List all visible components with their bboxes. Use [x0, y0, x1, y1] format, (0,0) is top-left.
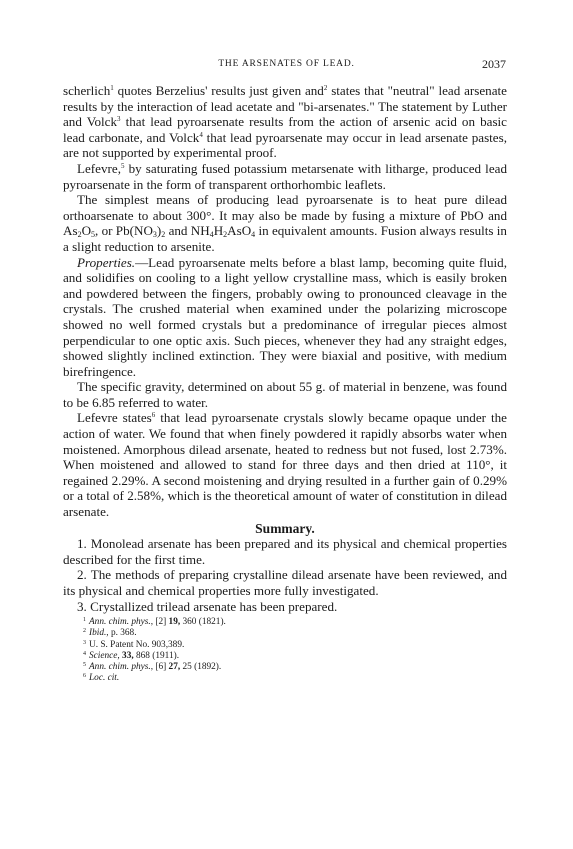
paragraph-3 [63, 192, 507, 254]
summary-item: 3. Crystallized trilead arsenate has been prepared. [77, 598, 338, 614]
subscript: 3 [152, 230, 157, 240]
subscript: 2 [223, 230, 228, 240]
text-run: that lead pyroarsenate results from the action of arsenic acid on basic lead carbonate, and Volck [63, 114, 507, 145]
footnote-italic: Ibid., [89, 628, 109, 639]
footnote-italic: Science, [89, 650, 120, 661]
text-run: ) [156, 223, 162, 239]
footnote-text: p. 368. [108, 628, 137, 639]
footnote-mark: 5 [83, 662, 86, 668]
text-run: The simplest means of producing lead pyroarsenate is to heat pure dilead orthoarsenate to about 300°. It may also be made by fusing a mixture of PbO and As [63, 192, 507, 239]
footnote-ref: 6 [151, 411, 156, 420]
footnote-italic: Ann. chim. phys., [89, 662, 154, 672]
running-title: THE ARSENATES OF LEAD. [218, 59, 355, 69]
footnote-ref: 2 [323, 84, 328, 92]
text-run: Lefevre states [77, 410, 152, 426]
text-run: O [81, 223, 92, 239]
footnotes [63, 617, 507, 684]
article-body [63, 83, 507, 684]
text-run: that lead pyroarsenate may occur in lead arsenate pastes, are not supported by experimental proof. [63, 129, 507, 161]
footnote [63, 673, 507, 684]
footnote-ref: 4 [199, 130, 203, 139]
text-run: and NH [165, 223, 210, 239]
text-run: Lefevre, [77, 160, 121, 176]
footnote [63, 651, 507, 662]
footnote-text: [6] [153, 662, 169, 672]
text-run: states that "neutral" lead arsenate results by the interaction of lead acetate and "bi-arsenates." The statement by Luther and Volck [63, 83, 507, 130]
text-run: that lead pyroarsenate crystals slowly became opaque under the action of water. We found that when finely powdered it rapidly absorbs water when moistened. Amorphous dilead arsenate, heated to redness but not fused, lost 2.73%. When moistened and allowed to stand for three days and then dried at 110°, it regained 2.29%. A second moistening and drying resulted in a further gain of 0.29% or a total of 2.58%, which is the theoretical amount of water of constitution in dilead arsenate. [63, 410, 507, 520]
subscript: 2 [161, 230, 166, 240]
text-run: scherlich [63, 83, 111, 98]
footnote-italic: Ann. chim. phys., [89, 617, 154, 628]
footnote-mark: 6 [83, 673, 86, 680]
subscript: 2 [77, 230, 82, 240]
footnote-text: U. S. Patent No. 903,389. [89, 639, 185, 650]
subscript: 5 [91, 230, 96, 240]
footnote-mark: 2 [83, 628, 86, 635]
subscript: 4 [251, 230, 256, 240]
footnote-ref: 5 [120, 161, 125, 170]
subscript: 4 [209, 230, 214, 240]
text-run: in equivalent amounts. Fusion always results in a slight reduction to arsenite. [63, 223, 507, 254]
footnote-text: 360 (1821). [180, 617, 226, 628]
footnote [63, 617, 507, 628]
footnote-italic: Loc. cit. [89, 673, 120, 684]
footnote-ref: 3 [117, 115, 121, 124]
summary-item: 2. The methods of preparing crystalline dilead arsenate have been reviewed, and its physical and chemical properties more fully investigated. [63, 567, 507, 598]
text-run: quotes Berzelius' results just given and [113, 83, 324, 98]
paragraph-6 [63, 410, 507, 519]
footnote-mark: 4 [83, 650, 86, 657]
text-run: by saturating fused potassium metarsenate with litharge, produced lead pyroarsenate in the form of transparent orthorhombic leaflets. [63, 160, 507, 192]
footnote-volume: 27, [168, 662, 181, 672]
paragraph-2 [63, 161, 507, 192]
footnote [63, 640, 507, 651]
footnote-text: 25 (1892). [180, 662, 222, 672]
footnote-text: [2] [153, 617, 169, 628]
text-run: —Lead pyroarsenate melts before a blast lamp, becoming quite fluid, and solidifies on cooling to a light yellow crystalline mass, which is easily broken and powdered between the fingers, probably owing to pronounced cleavage in the crystals. The crushed material when examined under the polarizing microscope showed no well formed crystals but a predominance of irregular pieces almost perpendicular to one optic axis. Such pieces, whenever they had any straight edges, showed slightly inclined extinction. They were biaxial and positive, with medium birefringence. [63, 254, 507, 379]
footnote-volume: 33, [122, 650, 134, 661]
footnote [63, 662, 507, 673]
footnote-text: 868 (1911). [133, 650, 180, 661]
text-run: H [213, 223, 224, 239]
text-run: , or Pb(NO [95, 223, 153, 239]
summary-item: 1. Monolead arsenate has been prepared and its physical and chemical properties described for the first time. [63, 536, 507, 567]
paragraph-5: The specific gravity, determined on about 55 g. of material in benzene, was found to be 6.85 referred to water. [63, 379, 507, 410]
page-number: 2037 [482, 57, 506, 71]
text-run: AsO [227, 223, 252, 239]
footnote-volume: 19, [168, 617, 181, 628]
footnote-mark: 1 [83, 617, 86, 624]
paragraph-1 [63, 83, 507, 161]
page-header [0, 57, 573, 73]
paragraph-4 [63, 255, 507, 380]
footnote [63, 628, 507, 639]
section-label: Properties. [77, 254, 136, 270]
summary-heading: Summary. [255, 520, 315, 536]
footnote-mark: 3 [83, 639, 86, 646]
footnote-ref: 1 [110, 84, 114, 92]
